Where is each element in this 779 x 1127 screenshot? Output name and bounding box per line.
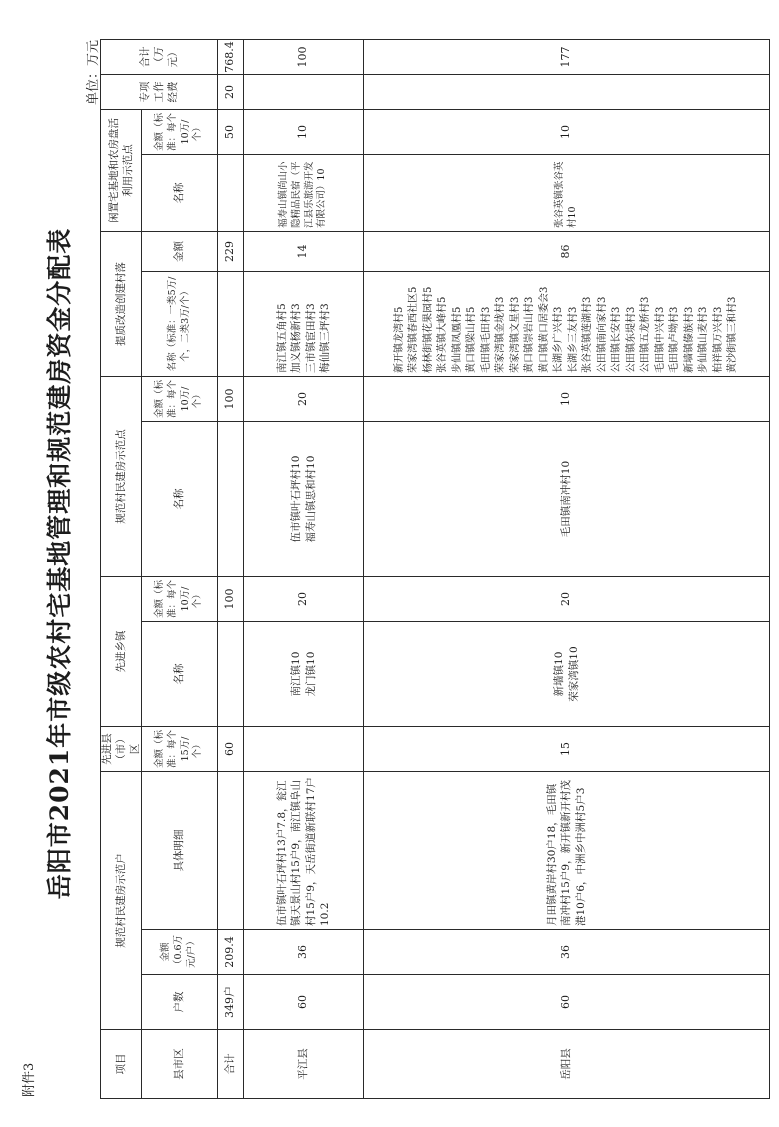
header-renovation-amount: 金额 bbox=[142, 231, 218, 271]
row-yueyang-village-names: 毛田镇南冲村10 bbox=[364, 421, 770, 576]
header-project: 项目 bbox=[100, 1029, 142, 1099]
header-demo-village: 规范村民建房示范点 bbox=[100, 376, 142, 576]
row-total-idle-names bbox=[218, 154, 244, 231]
allocation-table bbox=[100, 39, 770, 1099]
header-demo-households: 规范村民建房示范户 bbox=[100, 771, 142, 1029]
header-renovation-name: 名称（标准：一类5万/个，二类3万/个） bbox=[142, 271, 218, 376]
row-total-village-names bbox=[218, 421, 244, 576]
row-yueyang-household-amount: 36 bbox=[364, 929, 770, 974]
row-pingjiang-village-names: 伍市镇叶石坪村10 福寿山镇思和村10 bbox=[244, 421, 364, 576]
row-pingjiang-total: 100 bbox=[244, 39, 364, 74]
row-pingjiang-special bbox=[244, 74, 364, 109]
row-yueyang-total: 177 bbox=[364, 39, 770, 74]
row-total-village-amount: 100 bbox=[218, 376, 244, 421]
header-advanced-town: 先进乡镇 bbox=[100, 576, 142, 726]
header-village-amount: 金额（标准：每个10万/个） bbox=[142, 376, 218, 421]
header-renovation: 提质改造创建村落 bbox=[100, 231, 142, 376]
attachment-label: 附件3 bbox=[22, 1062, 37, 1097]
row-pingjiang-renovation-names: 南江镇五角村5 加义镇杨新村3 三市镇宦田村3 梅仙镇三坪村3 bbox=[244, 271, 364, 376]
row-total-county-amount: 60 bbox=[218, 726, 244, 771]
row-pingjiang-detail: 伍市镇叶石坪村13户7.8，瓮江镇天景山村15户9，南江镇阜山村15户9，天岳街道新联村17户10.2 bbox=[244, 771, 364, 929]
row-yueyang-town-amount: 20 bbox=[364, 576, 770, 621]
row-pingjiang-village-amount: 20 bbox=[244, 376, 364, 421]
row-pingjiang-town-names: 南江镇10 龙门镇10 bbox=[244, 621, 364, 726]
row-total-household-amount: 209.4 bbox=[218, 929, 244, 974]
row-total-special: 20 bbox=[218, 74, 244, 109]
row-pingjiang-town-amount: 20 bbox=[244, 576, 364, 621]
row-yueyang-county-amount: 15 bbox=[364, 726, 770, 771]
header-amount-household: 金额（0.6万元/户） bbox=[142, 929, 218, 974]
row-yueyang-village-amount: 10 bbox=[364, 376, 770, 421]
row-yueyang-special bbox=[364, 74, 770, 109]
page-title: 岳阳市2021年市级农村宅基地管理和规范建房资金分配表 bbox=[45, 227, 74, 900]
row-pingjiang-renovation-amount: 14 bbox=[244, 231, 364, 271]
row-pingjiang-idle-names: 福寿山镇尚山小隐精品民宿（平江县乐旅游开发有限公司）10 bbox=[244, 154, 364, 231]
row-yueyang-renovation-amount: 86 bbox=[364, 231, 770, 271]
row-total-households: 349户 bbox=[218, 974, 244, 1029]
row-total-renovation-amount: 229 bbox=[218, 231, 244, 271]
header-county: 县市区 bbox=[142, 1029, 218, 1099]
document-page bbox=[10, 0, 779, 1127]
header-idle-name: 名称 bbox=[142, 154, 218, 231]
row-yueyang-idle-amount: 10 bbox=[364, 109, 770, 154]
row-yueyang-town-names: 新墙镇10 荣家湾镇10 bbox=[364, 621, 770, 726]
row-total-total: 768.4 bbox=[218, 39, 244, 74]
row-total-town-amount: 100 bbox=[218, 576, 244, 621]
header-idle: 闲置宅基地和农房盘活利用示范点 bbox=[100, 109, 142, 231]
header-advanced-county: 先进县（市）区 bbox=[100, 726, 142, 771]
row-yueyang-households: 60 bbox=[364, 974, 770, 1029]
row-yueyang-detail: 月田镇黄岸村30户18，毛田镇南冲村15户9，新开镇新开村茂港10户6，中洲乡中洲村5户3 bbox=[364, 771, 770, 929]
row-total-renovation-names bbox=[218, 271, 244, 376]
header-households: 户数 bbox=[142, 974, 218, 1029]
row-total-detail bbox=[218, 771, 244, 929]
header-amount-county: 金额（标准：每个15万/个） bbox=[142, 726, 218, 771]
unit-label: 单位：万元 bbox=[86, 40, 101, 106]
header-village-name: 名称 bbox=[142, 421, 218, 576]
row-pingjiang-county: 平江县 bbox=[244, 1029, 364, 1099]
row-yueyang-county: 岳阳县 bbox=[364, 1029, 770, 1099]
row-total-idle-amount: 50 bbox=[218, 109, 244, 154]
row-yueyang-idle-names: 张谷英镇张谷英村10 bbox=[364, 154, 770, 231]
header-idle-amount: 金额（标准：每个10万/个） bbox=[142, 109, 218, 154]
row-total-county: 合计 bbox=[218, 1029, 244, 1099]
header-detail: 具体明细 bbox=[142, 771, 218, 929]
row-pingjiang-idle-amount: 10 bbox=[244, 109, 364, 154]
header-town-name: 名称 bbox=[142, 621, 218, 726]
row-yueyang-renovation-names: 新开镇龙湾村5 荣家湾镇春西社区5 杨林街镇花果园村5 张谷英镇大峰村5 步仙镇凤凰村5 黄口镇梁山村5 毛田镇毛田村3 荣家湾镇金垅村3 荣家湾镇文星村3 黄口镇崇岩山村3 黄口镇黄口居委会3 长湖乡广兴村3 长湖乡三友村3 张谷英镇莲湖村3 公田镇南向家村3 公田镇长安村3 公田镇东堤村3 公田镇五龙桥村3 毛田镇中兴村3 毛田镇卢坳村3 新墙镇傣族村3 步仙镇山麦村3 柏祥镇万兴村3 黄沙街镇三和村3 bbox=[364, 271, 770, 376]
header-total: 合计（万元） bbox=[100, 39, 218, 74]
row-pingjiang-household-amount: 36 bbox=[244, 929, 364, 974]
row-total-town-names bbox=[218, 621, 244, 726]
header-town-amount: 金额（标准：每个10万/个） bbox=[142, 576, 218, 621]
row-pingjiang-households: 60 bbox=[244, 974, 364, 1029]
header-special: 专项工作经费 bbox=[100, 74, 218, 109]
row-pingjiang-county-amount bbox=[244, 726, 364, 771]
